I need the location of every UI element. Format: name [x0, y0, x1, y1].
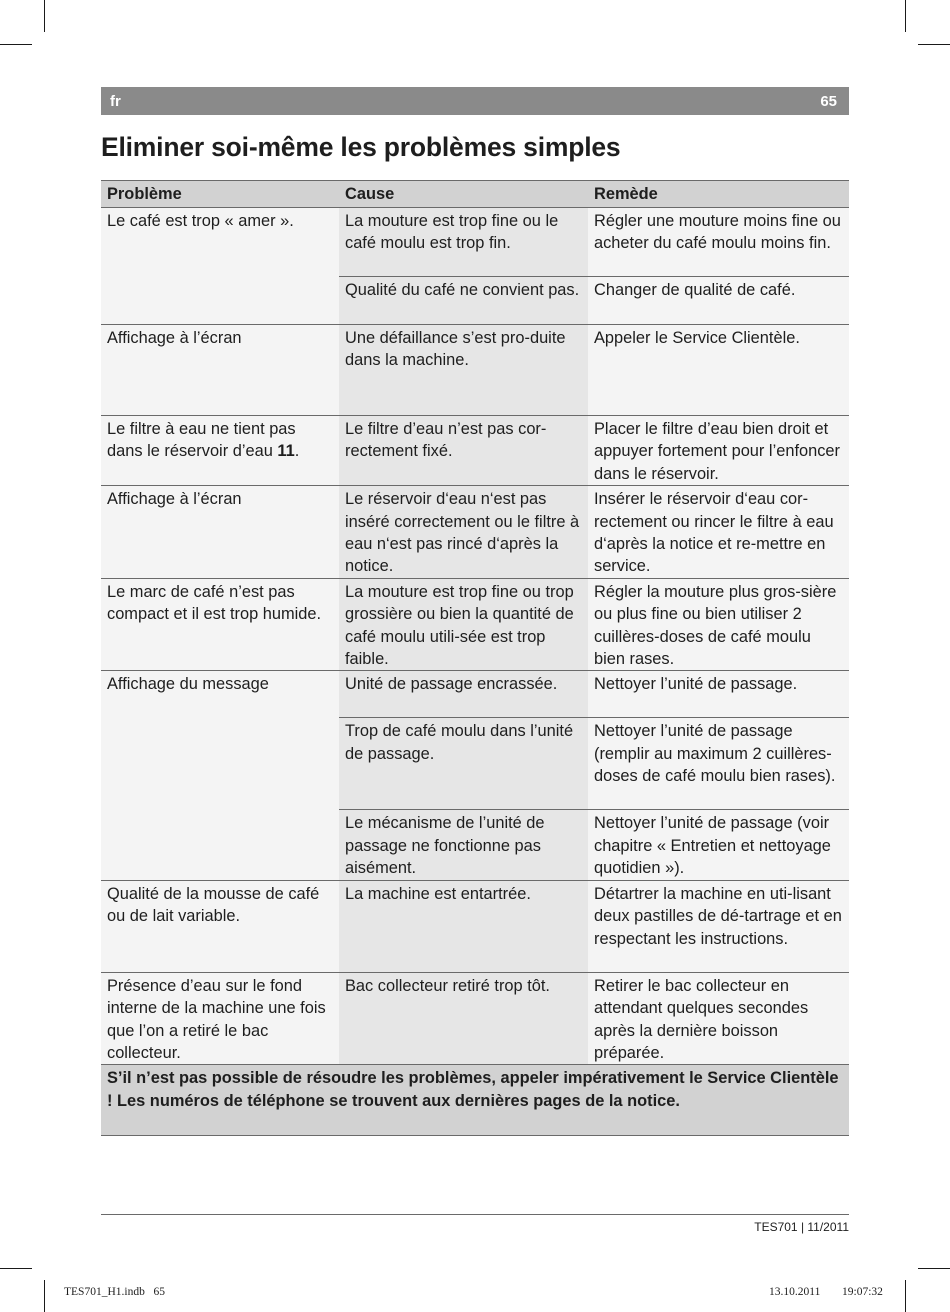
table-row	[101, 880, 849, 972]
cause-cell: La mouture est trop fine ou le café moulu est trop fin.	[339, 208, 588, 277]
table-row	[101, 325, 849, 416]
cause-cell: Trop de café moulu dans l’unité de passage.	[339, 718, 588, 810]
cause-cell: Le filtre d’eau n’est pas cor-rectement fixé.	[339, 416, 588, 486]
problem-text-suffix: .	[294, 442, 300, 461]
crop-mark	[905, 0, 906, 32]
table-row	[101, 671, 849, 718]
remedy-cell: Retirer le bac collecteur en attendant quelques secondes après la dernière boisson préparée.	[588, 972, 849, 1065]
problem-cell: Présence d’eau sur le fond interne de la machine une fois que l’on a retiré le bac collecteur.	[101, 972, 339, 1065]
cause-cell: Qualité du café ne convient pas.	[339, 277, 588, 325]
problem-cell: Qualité de la mousse de café ou de lait variable.	[101, 880, 339, 972]
cause-cell: Le mécanisme de l’unité de passage ne fonctionne pas aisément.	[339, 810, 588, 880]
cause-cell: La mouture est trop fine ou trop grossière ou bien la quantité de café moulu utili-sée est trop faible.	[339, 578, 588, 671]
page-title: Eliminer soi-même les problèmes simples	[101, 132, 621, 162]
header-remedy: Remède	[588, 181, 849, 208]
crop-mark	[0, 1268, 32, 1269]
table-row	[101, 486, 849, 579]
part-reference-number: 11	[277, 442, 295, 461]
language-code: fr	[110, 93, 121, 110]
remedy-cell: Insérer le réservoir d‘eau cor-rectement ou rincer le filtre à eau d‘après la notice et re-mettre en service.	[588, 486, 849, 579]
remedy-cell: Régler la mouture plus gros-sière ou plus fine ou bien utiliser 2 cuillères-doses de café moulu bien rases.	[588, 578, 849, 671]
footer-note: S’il n’est pas possible de résoudre les problèmes, appeler impérativement le Service Clientèle ! Les numéros de téléphone se trouvent aux dernières pages de la notice.	[101, 1065, 849, 1136]
remedy-cell: Appeler le Service Clientèle.	[588, 325, 849, 416]
table-row	[101, 208, 849, 277]
cause-cell: La machine est entartrée.	[339, 880, 588, 972]
page-number: 65	[820, 93, 837, 110]
crop-mark	[44, 0, 45, 32]
remedy-cell: Détartrer la machine en uti-lisant deux pastilles de dé-tartrage et en respectant les instructions.	[588, 880, 849, 972]
crop-mark	[44, 1280, 45, 1312]
footer-divider	[101, 1214, 849, 1215]
print-date: 13.10.2011	[769, 1286, 821, 1298]
cause-cell: Bac collecteur retiré trop tôt.	[339, 972, 588, 1065]
remedy-cell: Changer de qualité de café.	[588, 277, 849, 325]
problem-cell: Affichage à l’écran	[101, 486, 339, 579]
problem-cell: Le café est trop « amer ».	[101, 208, 339, 325]
table-row	[101, 416, 849, 486]
cause-cell: Une défaillance s’est pro-duite dans la machine.	[339, 325, 588, 416]
print-time: 19:07:32	[842, 1286, 883, 1298]
header-problem: Problème	[101, 181, 339, 208]
crop-mark	[918, 1268, 950, 1269]
header-cause: Cause	[339, 181, 588, 208]
problem-cell	[101, 416, 339, 486]
table-row	[101, 972, 849, 1065]
troubleshooting-table	[101, 180, 849, 1136]
remedy-cell: Placer le filtre d’eau bien droit et appuyer fortement pour l’enfoncer dans le réservoir.	[588, 416, 849, 486]
remedy-cell: Nettoyer l’unité de passage.	[588, 671, 849, 718]
header-bar	[101, 87, 849, 115]
table-footer-row	[101, 1065, 849, 1136]
remedy-cell: Nettoyer l’unité de passage (remplir au maximum 2 cuillères-doses de café moulu bien rases).	[588, 718, 849, 810]
document-reference: TES701 | 11/2011	[754, 1220, 849, 1234]
table-row	[101, 578, 849, 671]
remedy-cell: Régler une mouture moins fine ou acheter du café moulu moins fin.	[588, 208, 849, 277]
table-header-row	[101, 181, 849, 208]
crop-mark	[905, 1280, 906, 1312]
crop-mark	[0, 44, 32, 45]
problem-text: Le filtre à eau ne tient pas dans le réservoir d’eau	[107, 420, 296, 461]
problem-cell: Affichage du message	[101, 671, 339, 880]
print-file-info: TES701_H1.indb 65	[64, 1286, 165, 1298]
problem-cell: Affichage à l’écran	[101, 325, 339, 416]
remedy-cell: Nettoyer l’unité de passage (voir chapitre « Entretien et nettoyage quotidien »).	[588, 810, 849, 880]
cause-cell: Le réservoir d‘eau n‘est pas inséré correctement ou le filtre à eau n‘est pas rincé d‘après la notice.	[339, 486, 588, 579]
problem-cell: Le marc de café n’est pas compact et il est trop humide.	[101, 578, 339, 671]
crop-mark	[918, 44, 950, 45]
cause-cell: Unité de passage encrassée.	[339, 671, 588, 718]
